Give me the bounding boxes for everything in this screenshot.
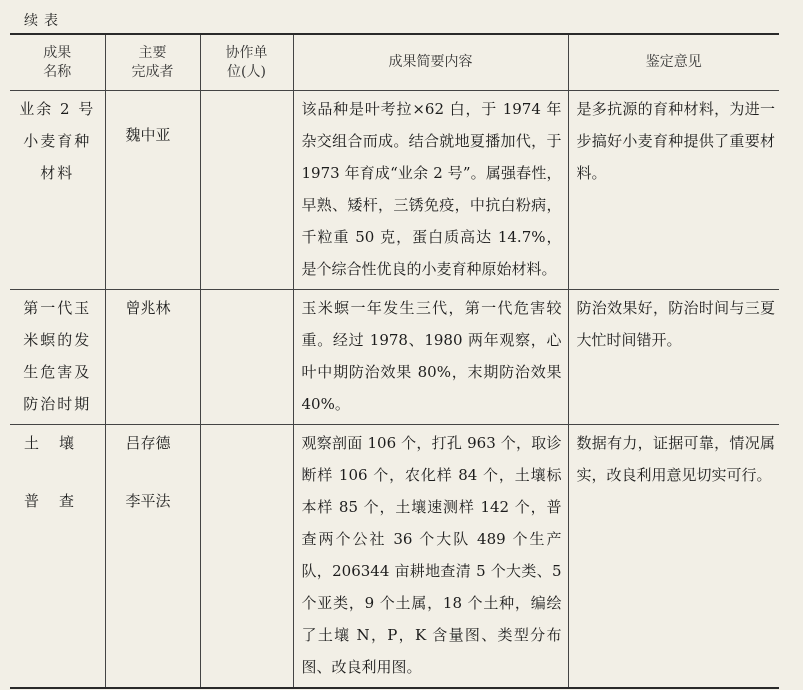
result-name-cell: 土壤 普查 (10, 425, 105, 689)
summary-cell: 该品种是叶考拉×62 白，于 1974 年杂交组合而成。结合就地夏播加代，于 1973 年育成“业余 2 号”。属强春性，早熟、矮杆，三锈免疫，中抗白粉病，千粒重 50 克，蛋白质高达 14.7%，是个综合性优良的小麦育种原始材料。 (293, 91, 568, 290)
appraisal-cell: 数据有力，证据可靠，情况属实，改良利用意见切实可行。 (568, 425, 779, 689)
summary-cell: 观察剖面 106 个，打孔 963 个，取诊断样 106 个，农化样 84 个，土壤标本样 85 个，土壤速测样 142 个，普查两个公社 36 个大队 489 个生产队，206344 亩耕地查清 5 个大类、5 个亚类，9 个土属，18 个土种，编绘了土壤 N，P，K 含量图、类型分布图、改良利用图。 (293, 425, 568, 689)
continued-label: 续表 (24, 13, 64, 29)
header-cooperating-unit: 协作单 位(人) (200, 34, 293, 91)
lead-contributor-cell: 吕存德 李平法 (105, 425, 200, 689)
appraisal-cell: 防治效果好，防治时间与三夏大忙时间错开。 (568, 290, 779, 425)
result-name-cell: 第一代玉 米螟的发 生危害及 防治时期 (10, 290, 105, 425)
header-row (10, 34, 779, 91)
table-row (10, 91, 779, 290)
lead-contributor-cell: 曾兆林 (105, 290, 200, 425)
cooperating-unit-cell (200, 91, 293, 290)
summary-cell: 玉米螟一年发生三代，第一代危害较重。经过 1978、1980 两年观察，心叶中期防治效果 80%，末期防治效果 40%。 (293, 290, 568, 425)
cooperating-unit-cell (200, 290, 293, 425)
appraisal-cell: 是多抗源的育种材料，为进一步搞好小麦育种提供了重要材料。 (568, 91, 779, 290)
table-row (10, 290, 779, 425)
lead-contributor-cell: 魏中亚 (105, 91, 200, 290)
result-name-cell: 业余 2 号 小麦育种 材料 (10, 91, 105, 290)
results-table (10, 33, 779, 689)
header-result-name: 成果 名称 (10, 34, 105, 91)
header-lead-contributor: 主要 完成者 (105, 34, 200, 91)
table-row (10, 425, 779, 689)
header-summary: 成果简要内容 (293, 34, 568, 91)
cooperating-unit-cell (200, 425, 293, 689)
header-appraisal: 鉴定意见 (568, 34, 779, 91)
